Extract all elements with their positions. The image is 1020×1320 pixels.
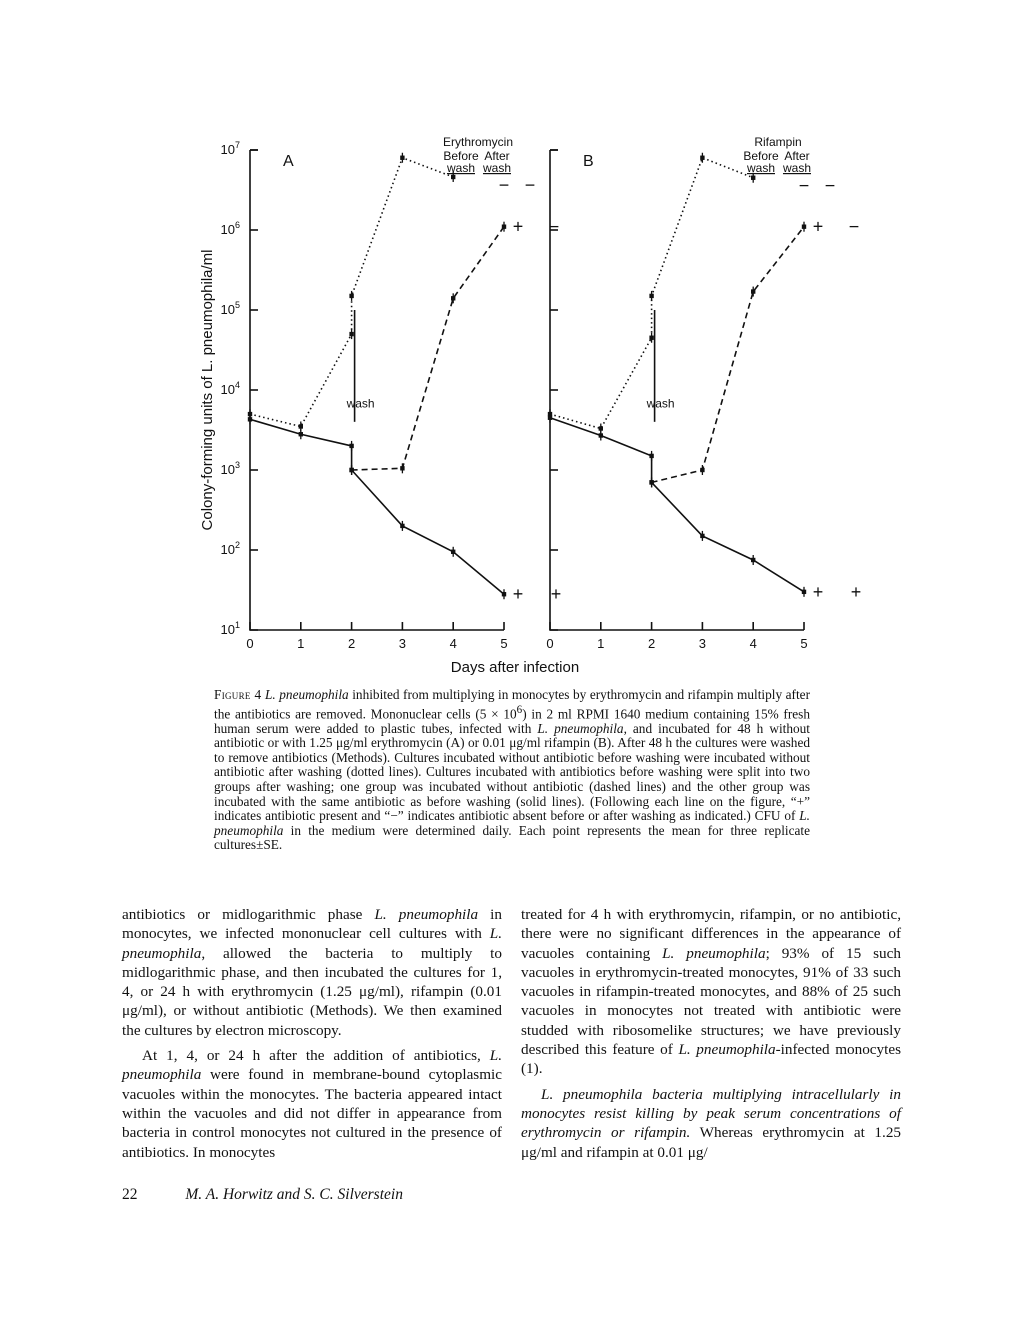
antibiotic-sign: + bbox=[812, 216, 824, 237]
panel-letter: B bbox=[583, 153, 594, 170]
species-name: L. pneumophila bbox=[374, 906, 479, 923]
data-point bbox=[649, 454, 653, 458]
species-name: L. pneumophila bbox=[662, 944, 766, 962]
data-point bbox=[700, 534, 704, 538]
antibiotic-sign: + bbox=[812, 581, 824, 602]
data-point bbox=[400, 524, 404, 528]
series-dashed-line bbox=[652, 227, 804, 483]
data-point bbox=[349, 468, 353, 472]
x-axis-title: Days after infection bbox=[450, 659, 580, 676]
data-point bbox=[700, 468, 704, 472]
figure-4 bbox=[190, 120, 862, 685]
paragraph-text: antibiotics or midlogarithmic phase bbox=[122, 906, 375, 923]
legend-after-label: After bbox=[484, 149, 510, 163]
legend-wash-label: wash bbox=[782, 161, 812, 175]
caption-text: inhibited from multiplying in monocytes by erythromycin and rifampin multiply after the antibiotics are removed. Mononuclear cells (5 × 10 bbox=[214, 687, 811, 722]
x-tick-label: 0 bbox=[246, 636, 254, 651]
antibiotic-sign: + bbox=[850, 581, 862, 602]
x-tick-label: 1 bbox=[597, 636, 605, 651]
series-solid-line bbox=[550, 418, 804, 592]
y-axis-title: Colony-forming units of L. pneumophila/ml bbox=[199, 249, 216, 531]
y-tick-label: $10^1$ bbox=[220, 620, 240, 637]
y-tick-label: $10^2$ bbox=[220, 540, 240, 557]
x-tick-label: 5 bbox=[500, 636, 508, 651]
antibiotic-sign: − bbox=[548, 216, 560, 237]
page-number: 22 bbox=[122, 1186, 138, 1203]
antibiotic-sign: + bbox=[512, 216, 524, 237]
caption-species: L. pneumophila bbox=[214, 808, 810, 838]
data-point bbox=[599, 426, 603, 430]
panel-letter: A bbox=[283, 153, 294, 170]
data-point bbox=[349, 332, 353, 336]
paragraph-text: At 1, 4, or 24 h after the addition of antibiotics, bbox=[142, 1047, 490, 1065]
antibiotic-sign: + bbox=[550, 584, 562, 605]
caption-text: in the medium were determined daily. Each point represents the mean for three replicate cultures±SE. bbox=[214, 822, 810, 853]
figure-4-chart bbox=[190, 120, 862, 685]
data-point bbox=[451, 175, 455, 179]
running-head: M. A. Horwitz and S. C. Silverstein bbox=[185, 1186, 403, 1203]
y-tick-label: $10^4$ bbox=[220, 380, 240, 397]
y-tick-label: $10^6$ bbox=[220, 220, 240, 237]
legend-drug-name: Rifampin bbox=[754, 135, 802, 149]
paragraph-text: -infected monocytes (1). bbox=[521, 1041, 901, 1078]
x-tick-label: 2 bbox=[647, 636, 656, 651]
x-tick-label: 1 bbox=[297, 636, 305, 651]
paragraph bbox=[521, 1085, 901, 1162]
legend-before-label: Before bbox=[743, 149, 779, 163]
data-point bbox=[649, 336, 653, 340]
caption-species: L. pneumophila bbox=[537, 720, 624, 736]
body-column-left bbox=[122, 905, 502, 1162]
data-point bbox=[451, 550, 455, 554]
data-point bbox=[599, 433, 603, 437]
antibiotic-sign: − bbox=[848, 216, 860, 237]
paragraph bbox=[122, 1046, 502, 1162]
data-point bbox=[751, 558, 755, 562]
y-tick-label: $10^5$ bbox=[220, 300, 240, 317]
body-column-right bbox=[521, 905, 901, 1162]
data-point bbox=[400, 156, 404, 160]
paragraph-text: in monocytes, we infected mononuclear cell cultures with bbox=[122, 906, 502, 943]
data-point bbox=[299, 432, 303, 436]
section-run-in-heading: L. pneumophila bacteria multiplying intracellularly in monocytes resist killing by peak serum concentrations of erythromycin or rifampin. bbox=[521, 1085, 901, 1142]
paragraph-text: , allowed the bacteria to multiply to midlogarithmic phase, and then incubated the cultures for 1, 4, or 24 h with erythromycin (1.25 μg/ml), rifampin (0.01 μg/ml), or without antibiotic (Methods). We then examined the cultures by electron microscopy. bbox=[122, 944, 502, 1039]
panel-B-axes bbox=[550, 150, 804, 630]
data-point bbox=[751, 176, 755, 180]
paragraph-text: treated for 4 h with erythromycin, rifampin, or no antibiotic, there were no significant differences in the appearance of vacuoles containing bbox=[521, 906, 901, 962]
data-point bbox=[349, 444, 353, 448]
antibiotic-sign: − bbox=[798, 175, 810, 196]
species-name: L. pneumophila bbox=[122, 925, 502, 962]
species-name: L. pneumophila bbox=[678, 1041, 776, 1059]
page-footer bbox=[122, 1186, 403, 1204]
x-tick-label: 3 bbox=[698, 636, 707, 651]
x-tick-label: 0 bbox=[546, 636, 554, 651]
wash-label: wash bbox=[346, 396, 375, 411]
legend-before-label: Before bbox=[443, 149, 479, 163]
paragraph-text: Whereas erythromycin at 1.25 μg/ml and rifampin at 0.01 μg/ bbox=[521, 1124, 902, 1161]
caption-figure-label: Figure 4 bbox=[214, 687, 262, 702]
data-point bbox=[349, 294, 353, 298]
x-tick-label: 5 bbox=[800, 636, 808, 651]
legend-wash-label: wash bbox=[482, 161, 512, 175]
caption-text: ) in 2 ml RPMI 1640 medium containing 15% fresh human serum were added to plastic tubes, infected with bbox=[214, 706, 810, 736]
legend-drug-name: Erythromycin bbox=[442, 135, 514, 149]
caption-text: , and incubated for 48 h without antibiotic or with 1.25 μg/ml erythromycin (A) or 0.01 μg/ml rifampin (B). After 48 h the cultures were washed to remove antibiotics (Methods). Cultures incubated without antibiotic before washing were incubated without antibiotic after washing (dotted lines). Cultures incubated with antibiotics before washing were split into two groups after washing; one group was incubated without antibiotic (dashed lines) and the other group was incubated with the same antibiotic as before washing (solid lines). (Following each line on the figure, “+” indicates antibiotic present and “−” indicates antibiotic absent before or after washing as indicated.) CFU of bbox=[214, 720, 810, 824]
paragraph-text: were found in membrane-bound cytoplasmic vacuoles within the monocytes. The bacteria appeared intact within the vacuoles and did not differ in appearance from bacteria in control monocytes not cultured in the presence of antibiotics. In monocytes bbox=[122, 1066, 502, 1161]
data-point bbox=[451, 296, 455, 300]
antibiotic-sign: − bbox=[824, 175, 836, 196]
panel-A-axes bbox=[250, 150, 504, 630]
series-dashed-line bbox=[352, 227, 504, 470]
species-name: L. pneumophila bbox=[122, 1047, 502, 1084]
legend-wash-label: wash bbox=[746, 161, 776, 175]
antibiotic-sign: − bbox=[498, 174, 510, 195]
data-point bbox=[400, 466, 404, 470]
caption-superscript: 6 bbox=[516, 703, 523, 716]
antibiotic-sign: + bbox=[512, 584, 524, 605]
data-point bbox=[802, 224, 806, 228]
paragraph bbox=[521, 905, 901, 1079]
data-point bbox=[299, 424, 303, 428]
data-point bbox=[649, 480, 653, 484]
series-solid-line bbox=[250, 419, 504, 594]
y-tick-label: $10^3$ bbox=[220, 460, 240, 477]
data-point bbox=[502, 224, 506, 228]
wash-label: wash bbox=[646, 396, 675, 411]
caption-species: L. pneumophila bbox=[265, 687, 349, 702]
data-point bbox=[548, 416, 552, 420]
data-point bbox=[502, 592, 506, 596]
data-point bbox=[802, 590, 806, 594]
x-tick-label: 4 bbox=[749, 636, 757, 651]
data-point bbox=[700, 156, 704, 160]
data-point bbox=[751, 289, 755, 293]
data-point bbox=[248, 417, 252, 421]
y-tick-label: $10^7$ bbox=[220, 140, 240, 157]
x-tick-label: 4 bbox=[449, 636, 457, 651]
antibiotic-sign: − bbox=[524, 174, 536, 195]
data-point bbox=[649, 294, 653, 298]
x-tick-label: 3 bbox=[398, 636, 407, 651]
figure-caption bbox=[214, 688, 810, 853]
legend-after-label: After bbox=[784, 149, 810, 163]
x-tick-label: 2 bbox=[347, 636, 356, 651]
legend-wash-label: wash bbox=[446, 161, 476, 175]
paragraph-text: ; 93% of 15 such vacuoles in erythromycin-treated monocytes, 91% of 33 such vacuoles in rifampin-treated monocytes, and 88% of 25 such vacuoles in monocytes not treated with antibiotic were studded with ribosomelike structures; we have previously described this feature of bbox=[521, 944, 901, 1059]
paragraph bbox=[122, 905, 502, 1040]
